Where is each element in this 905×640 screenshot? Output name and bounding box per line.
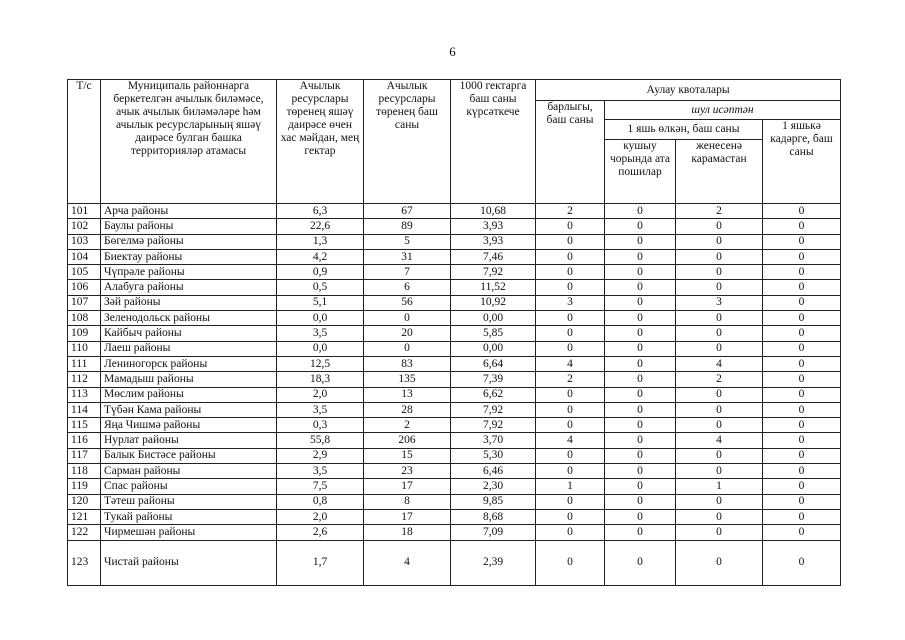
cell-males: 0 bbox=[605, 326, 676, 341]
cell-count: 135 bbox=[364, 372, 451, 387]
cell-count: 23 bbox=[364, 464, 451, 479]
header-under: 1 яшькә кадәрге, баш саны bbox=[763, 120, 841, 204]
cell-area: 3,5 bbox=[277, 464, 364, 479]
table-row bbox=[68, 234, 841, 249]
cell-total: 0 bbox=[536, 280, 605, 295]
cell-nosex: 1 bbox=[676, 479, 763, 494]
header-sex-any: женесенә карамастан bbox=[676, 140, 763, 204]
table-row bbox=[68, 509, 841, 524]
cell-young: 0 bbox=[763, 204, 841, 219]
table-row bbox=[68, 311, 841, 326]
table-row bbox=[68, 219, 841, 234]
cell-area: 22,6 bbox=[277, 219, 364, 234]
cell-count: 7 bbox=[364, 265, 451, 280]
cell-area: 6,3 bbox=[277, 204, 364, 219]
cell-total: 0 bbox=[536, 464, 605, 479]
cell-nosex: 0 bbox=[676, 509, 763, 524]
cell-total: 0 bbox=[536, 525, 605, 540]
cell-n: 118 bbox=[68, 464, 101, 479]
cell-total: 0 bbox=[536, 448, 605, 463]
table-row bbox=[68, 326, 841, 341]
cell-density: 0,00 bbox=[451, 341, 536, 356]
header-including: шул исәптән bbox=[605, 101, 841, 120]
table-body bbox=[68, 204, 841, 586]
cell-males: 0 bbox=[605, 280, 676, 295]
cell-name: Нурлат районы bbox=[101, 433, 277, 448]
table-row bbox=[68, 295, 841, 310]
cell-total: 3 bbox=[536, 295, 605, 310]
cell-area: 2,6 bbox=[277, 525, 364, 540]
cell-count: 17 bbox=[364, 509, 451, 524]
cell-name: Мамадыш районы bbox=[101, 372, 277, 387]
cell-males: 0 bbox=[605, 479, 676, 494]
table-row bbox=[68, 356, 841, 371]
cell-nosex: 0 bbox=[676, 280, 763, 295]
cell-density: 11,52 bbox=[451, 280, 536, 295]
cell-n: 114 bbox=[68, 402, 101, 417]
cell-total: 1 bbox=[536, 479, 605, 494]
cell-count: 206 bbox=[364, 433, 451, 448]
header-area: Ачылык ресурслары төренең яшәү даирәсе өчен хас мәйдан, мең гектар bbox=[277, 80, 364, 204]
cell-area: 7,5 bbox=[277, 479, 364, 494]
cell-total: 0 bbox=[536, 509, 605, 524]
cell-count: 89 bbox=[364, 219, 451, 234]
cell-young: 0 bbox=[763, 372, 841, 387]
cell-males: 0 bbox=[605, 204, 676, 219]
cell-males: 0 bbox=[605, 433, 676, 448]
cell-young: 0 bbox=[763, 280, 841, 295]
table-row bbox=[68, 479, 841, 494]
cell-males: 0 bbox=[605, 311, 676, 326]
table-row bbox=[68, 433, 841, 448]
cell-count: 83 bbox=[364, 356, 451, 371]
cell-area: 5,1 bbox=[277, 295, 364, 310]
cell-total: 4 bbox=[536, 433, 605, 448]
cell-males: 0 bbox=[605, 494, 676, 509]
cell-area: 55,8 bbox=[277, 433, 364, 448]
cell-count: 20 bbox=[364, 326, 451, 341]
cell-density: 2,30 bbox=[451, 479, 536, 494]
cell-area: 1,3 bbox=[277, 234, 364, 249]
table-row bbox=[68, 372, 841, 387]
cell-young: 0 bbox=[763, 326, 841, 341]
cell-name: Алабуга районы bbox=[101, 280, 277, 295]
cell-count: 0 bbox=[364, 341, 451, 356]
cell-total: 0 bbox=[536, 387, 605, 402]
cell-area: 0,9 bbox=[277, 265, 364, 280]
cell-density: 3,93 bbox=[451, 219, 536, 234]
cell-n: 107 bbox=[68, 295, 101, 310]
cell-n: 102 bbox=[68, 219, 101, 234]
cell-nosex: 2 bbox=[676, 204, 763, 219]
cell-males: 0 bbox=[605, 525, 676, 540]
cell-n: 122 bbox=[68, 525, 101, 540]
cell-young: 0 bbox=[763, 295, 841, 310]
cell-young: 0 bbox=[763, 249, 841, 264]
cell-total: 0 bbox=[536, 265, 605, 280]
cell-males: 0 bbox=[605, 295, 676, 310]
cell-name: Зәй районы bbox=[101, 295, 277, 310]
cell-name: Арча районы bbox=[101, 204, 277, 219]
cell-young: 0 bbox=[763, 540, 841, 585]
cell-n: 106 bbox=[68, 280, 101, 295]
cell-n: 110 bbox=[68, 341, 101, 356]
cell-density: 7,46 bbox=[451, 249, 536, 264]
cell-nosex: 0 bbox=[676, 234, 763, 249]
cell-name: Биектау районы bbox=[101, 249, 277, 264]
cell-count: 6 bbox=[364, 280, 451, 295]
cell-area: 12,5 bbox=[277, 356, 364, 371]
cell-total: 0 bbox=[536, 402, 605, 417]
cell-total: 0 bbox=[536, 219, 605, 234]
cell-name: Түбән Кама районы bbox=[101, 402, 277, 417]
cell-nosex: 0 bbox=[676, 326, 763, 341]
cell-name: Тукай районы bbox=[101, 509, 277, 524]
cell-young: 0 bbox=[763, 494, 841, 509]
cell-n: 113 bbox=[68, 387, 101, 402]
cell-count: 2 bbox=[364, 418, 451, 433]
cell-count: 31 bbox=[364, 249, 451, 264]
cell-density: 0,00 bbox=[451, 311, 536, 326]
cell-area: 0,8 bbox=[277, 494, 364, 509]
table-row bbox=[68, 341, 841, 356]
cell-males: 0 bbox=[605, 356, 676, 371]
cell-young: 0 bbox=[763, 219, 841, 234]
cell-density: 3,93 bbox=[451, 234, 536, 249]
cell-young: 0 bbox=[763, 418, 841, 433]
cell-n: 115 bbox=[68, 418, 101, 433]
cell-young: 0 bbox=[763, 464, 841, 479]
cell-nosex: 2 bbox=[676, 372, 763, 387]
cell-name: Чистай районы bbox=[101, 540, 277, 585]
cell-nosex: 0 bbox=[676, 265, 763, 280]
cell-count: 8 bbox=[364, 494, 451, 509]
table-row bbox=[68, 464, 841, 479]
cell-name: Бөгелмә районы bbox=[101, 234, 277, 249]
cell-area: 0,0 bbox=[277, 311, 364, 326]
cell-density: 8,68 bbox=[451, 509, 536, 524]
cell-n: 111 bbox=[68, 356, 101, 371]
cell-nosex: 0 bbox=[676, 494, 763, 509]
cell-total: 4 bbox=[536, 356, 605, 371]
cell-males: 0 bbox=[605, 540, 676, 585]
table-row bbox=[68, 402, 841, 417]
cell-area: 18,3 bbox=[277, 372, 364, 387]
cell-area: 2,9 bbox=[277, 448, 364, 463]
cell-total: 0 bbox=[536, 234, 605, 249]
cell-name: Сарман районы bbox=[101, 464, 277, 479]
header-name: Муниципаль районнарга беркетелгән ачылык биләмәсе, ачык ачылык биләмәләре һәм ачылык ресурсларының яшәү даирәсе булган башка территорияләр атамасы bbox=[101, 80, 277, 204]
table-row bbox=[68, 387, 841, 402]
cell-density: 6,62 bbox=[451, 387, 536, 402]
cell-nosex: 0 bbox=[676, 418, 763, 433]
cell-n: 116 bbox=[68, 433, 101, 448]
cell-density: 6,64 bbox=[451, 356, 536, 371]
cell-young: 0 bbox=[763, 341, 841, 356]
cell-nosex: 0 bbox=[676, 448, 763, 463]
cell-total: 0 bbox=[536, 494, 605, 509]
cell-area: 4,2 bbox=[277, 249, 364, 264]
cell-nosex: 0 bbox=[676, 219, 763, 234]
cell-name: Чүпрәле районы bbox=[101, 265, 277, 280]
header-density: 1000 гектарга баш саны күрсәткече bbox=[451, 80, 536, 204]
cell-name: Тәтеш районы bbox=[101, 494, 277, 509]
cell-density: 10,92 bbox=[451, 295, 536, 310]
cell-total: 0 bbox=[536, 540, 605, 585]
cell-n: 112 bbox=[68, 372, 101, 387]
cell-nosex: 0 bbox=[676, 525, 763, 540]
cell-young: 0 bbox=[763, 448, 841, 463]
cell-males: 0 bbox=[605, 372, 676, 387]
cell-density: 2,39 bbox=[451, 540, 536, 585]
table-row bbox=[68, 418, 841, 433]
cell-count: 0 bbox=[364, 311, 451, 326]
cell-density: 7,09 bbox=[451, 525, 536, 540]
cell-young: 0 bbox=[763, 311, 841, 326]
cell-density: 5,30 bbox=[451, 448, 536, 463]
cell-count: 13 bbox=[364, 387, 451, 402]
cell-nosex: 0 bbox=[676, 341, 763, 356]
cell-males: 0 bbox=[605, 418, 676, 433]
cell-males: 0 bbox=[605, 387, 676, 402]
cell-nosex: 4 bbox=[676, 356, 763, 371]
cell-nosex: 4 bbox=[676, 433, 763, 448]
cell-count: 4 bbox=[364, 540, 451, 585]
cell-n: 101 bbox=[68, 204, 101, 219]
table-row bbox=[68, 494, 841, 509]
cell-males: 0 bbox=[605, 402, 676, 417]
cell-count: 15 bbox=[364, 448, 451, 463]
cell-young: 0 bbox=[763, 356, 841, 371]
cell-young: 0 bbox=[763, 433, 841, 448]
cell-n: 121 bbox=[68, 509, 101, 524]
cell-males: 0 bbox=[605, 234, 676, 249]
cell-nosex: 0 bbox=[676, 249, 763, 264]
cell-area: 2,0 bbox=[277, 387, 364, 402]
cell-young: 0 bbox=[763, 525, 841, 540]
table-row bbox=[68, 249, 841, 264]
cell-density: 6,46 bbox=[451, 464, 536, 479]
page-number: 6 bbox=[449, 44, 456, 59]
cell-total: 0 bbox=[536, 326, 605, 341]
cell-density: 7,92 bbox=[451, 402, 536, 417]
cell-young: 0 bbox=[763, 387, 841, 402]
cell-nosex: 0 bbox=[676, 464, 763, 479]
cell-total: 0 bbox=[536, 418, 605, 433]
cell-name: Лениногорск районы bbox=[101, 356, 277, 371]
cell-count: 17 bbox=[364, 479, 451, 494]
cell-name: Кайбыч районы bbox=[101, 326, 277, 341]
cell-total: 0 bbox=[536, 249, 605, 264]
cell-area: 0,5 bbox=[277, 280, 364, 295]
cell-density: 3,70 bbox=[451, 433, 536, 448]
table-row bbox=[68, 204, 841, 219]
cell-males: 0 bbox=[605, 448, 676, 463]
header-sex-males: кушыу чорында ата пошилар bbox=[605, 140, 676, 204]
cell-name: Яңа Чишмә районы bbox=[101, 418, 277, 433]
cell-density: 10,68 bbox=[451, 204, 536, 219]
cell-name: Балык Бистәсе районы bbox=[101, 448, 277, 463]
cell-n: 109 bbox=[68, 326, 101, 341]
cell-n: 108 bbox=[68, 311, 101, 326]
cell-young: 0 bbox=[763, 234, 841, 249]
cell-total: 2 bbox=[536, 372, 605, 387]
cell-nosex: 0 bbox=[676, 311, 763, 326]
cell-count: 56 bbox=[364, 295, 451, 310]
cell-total: 0 bbox=[536, 341, 605, 356]
cell-area: 3,5 bbox=[277, 326, 364, 341]
cell-name: Спас районы bbox=[101, 479, 277, 494]
cell-area: 0,3 bbox=[277, 418, 364, 433]
quota-table bbox=[67, 79, 841, 586]
header-quotas: Аулау квоталары bbox=[536, 80, 841, 101]
cell-n: 123 bbox=[68, 540, 101, 585]
cell-density: 7,39 bbox=[451, 372, 536, 387]
cell-area: 2,0 bbox=[277, 509, 364, 524]
cell-males: 0 bbox=[605, 341, 676, 356]
cell-nosex: 0 bbox=[676, 402, 763, 417]
cell-nosex: 3 bbox=[676, 295, 763, 310]
cell-n: 105 bbox=[68, 265, 101, 280]
header-total: барлыгы, баш саны bbox=[536, 101, 605, 204]
cell-name: Чирмешән районы bbox=[101, 525, 277, 540]
cell-name: Лаеш районы bbox=[101, 341, 277, 356]
cell-area: 3,5 bbox=[277, 402, 364, 417]
cell-n: 117 bbox=[68, 448, 101, 463]
cell-total: 2 bbox=[536, 204, 605, 219]
cell-total: 0 bbox=[536, 311, 605, 326]
table-row bbox=[68, 448, 841, 463]
cell-young: 0 bbox=[763, 509, 841, 524]
table-row bbox=[68, 265, 841, 280]
cell-males: 0 bbox=[605, 265, 676, 280]
cell-name: Баулы районы bbox=[101, 219, 277, 234]
cell-young: 0 bbox=[763, 479, 841, 494]
cell-males: 0 bbox=[605, 464, 676, 479]
cell-density: 7,92 bbox=[451, 265, 536, 280]
header-num: Т/с bbox=[68, 80, 101, 204]
cell-area: 1,7 bbox=[277, 540, 364, 585]
header-count: Ачылык ресурслары төренең баш саны bbox=[364, 80, 451, 204]
cell-n: 104 bbox=[68, 249, 101, 264]
cell-count: 18 bbox=[364, 525, 451, 540]
table-row bbox=[68, 540, 841, 585]
cell-nosex: 0 bbox=[676, 540, 763, 585]
cell-count: 5 bbox=[364, 234, 451, 249]
cell-n: 120 bbox=[68, 494, 101, 509]
header-older: 1 яшь өлкән, баш саны bbox=[605, 120, 763, 140]
cell-area: 0,0 bbox=[277, 341, 364, 356]
cell-males: 0 bbox=[605, 509, 676, 524]
cell-density: 5,85 bbox=[451, 326, 536, 341]
cell-name: Мөслим районы bbox=[101, 387, 277, 402]
cell-young: 0 bbox=[763, 402, 841, 417]
cell-n: 119 bbox=[68, 479, 101, 494]
cell-nosex: 0 bbox=[676, 387, 763, 402]
cell-young: 0 bbox=[763, 265, 841, 280]
table-row bbox=[68, 280, 841, 295]
cell-count: 67 bbox=[364, 204, 451, 219]
cell-density: 7,92 bbox=[451, 418, 536, 433]
cell-males: 0 bbox=[605, 249, 676, 264]
cell-name: Зеленодольск районы bbox=[101, 311, 277, 326]
cell-density: 9,85 bbox=[451, 494, 536, 509]
cell-males: 0 bbox=[605, 219, 676, 234]
cell-n: 103 bbox=[68, 234, 101, 249]
cell-count: 28 bbox=[364, 402, 451, 417]
table-row bbox=[68, 525, 841, 540]
